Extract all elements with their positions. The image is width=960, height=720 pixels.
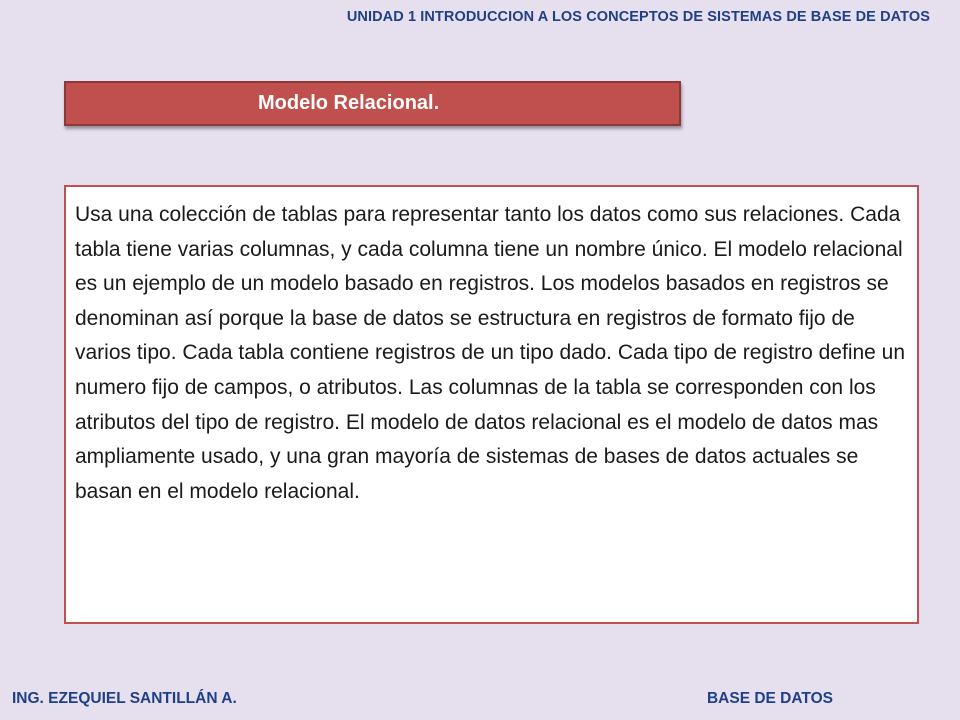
unit-header-title: UNIDAD 1 INTRODUCCION A LOS CONCEPTOS DE SISTEMAS DE BASE DE DATOS — [346, 9, 930, 25]
slide-body-text: Usa una colección de tablas para representar tanto los datos como sus relaciones. Cada tabla tiene varias columnas, y cada columna tiene un nombre único. El modelo relacional es un ejemplo de un modelo basado en registros. Los modelos basados en registros se denominan así porque la base de datos se estructura en registros de formato fijo de varios tipo. Cada tabla contiene registros de un tipo dado. Cada tipo de registro define un numero fijo de campos, o atributos. Las columnas de la tabla se corresponden con los atributos del tipo de registro. El modelo de datos relacional es el modelo de datos mas ampliamente usado, y una gran mayoría de sistemas de bases de datos actuales se basan en el modelo relacional. — [75, 203, 906, 503]
footer-author: ING. EZEQUIEL SANTILLÁN A. — [12, 690, 237, 707]
slide-title: Modelo Relacional. — [258, 92, 440, 114]
slide-content-box — [64, 185, 919, 624]
footer-subject: BASE DE DATOS — [706, 690, 833, 707]
slide-title-box — [64, 81, 681, 126]
